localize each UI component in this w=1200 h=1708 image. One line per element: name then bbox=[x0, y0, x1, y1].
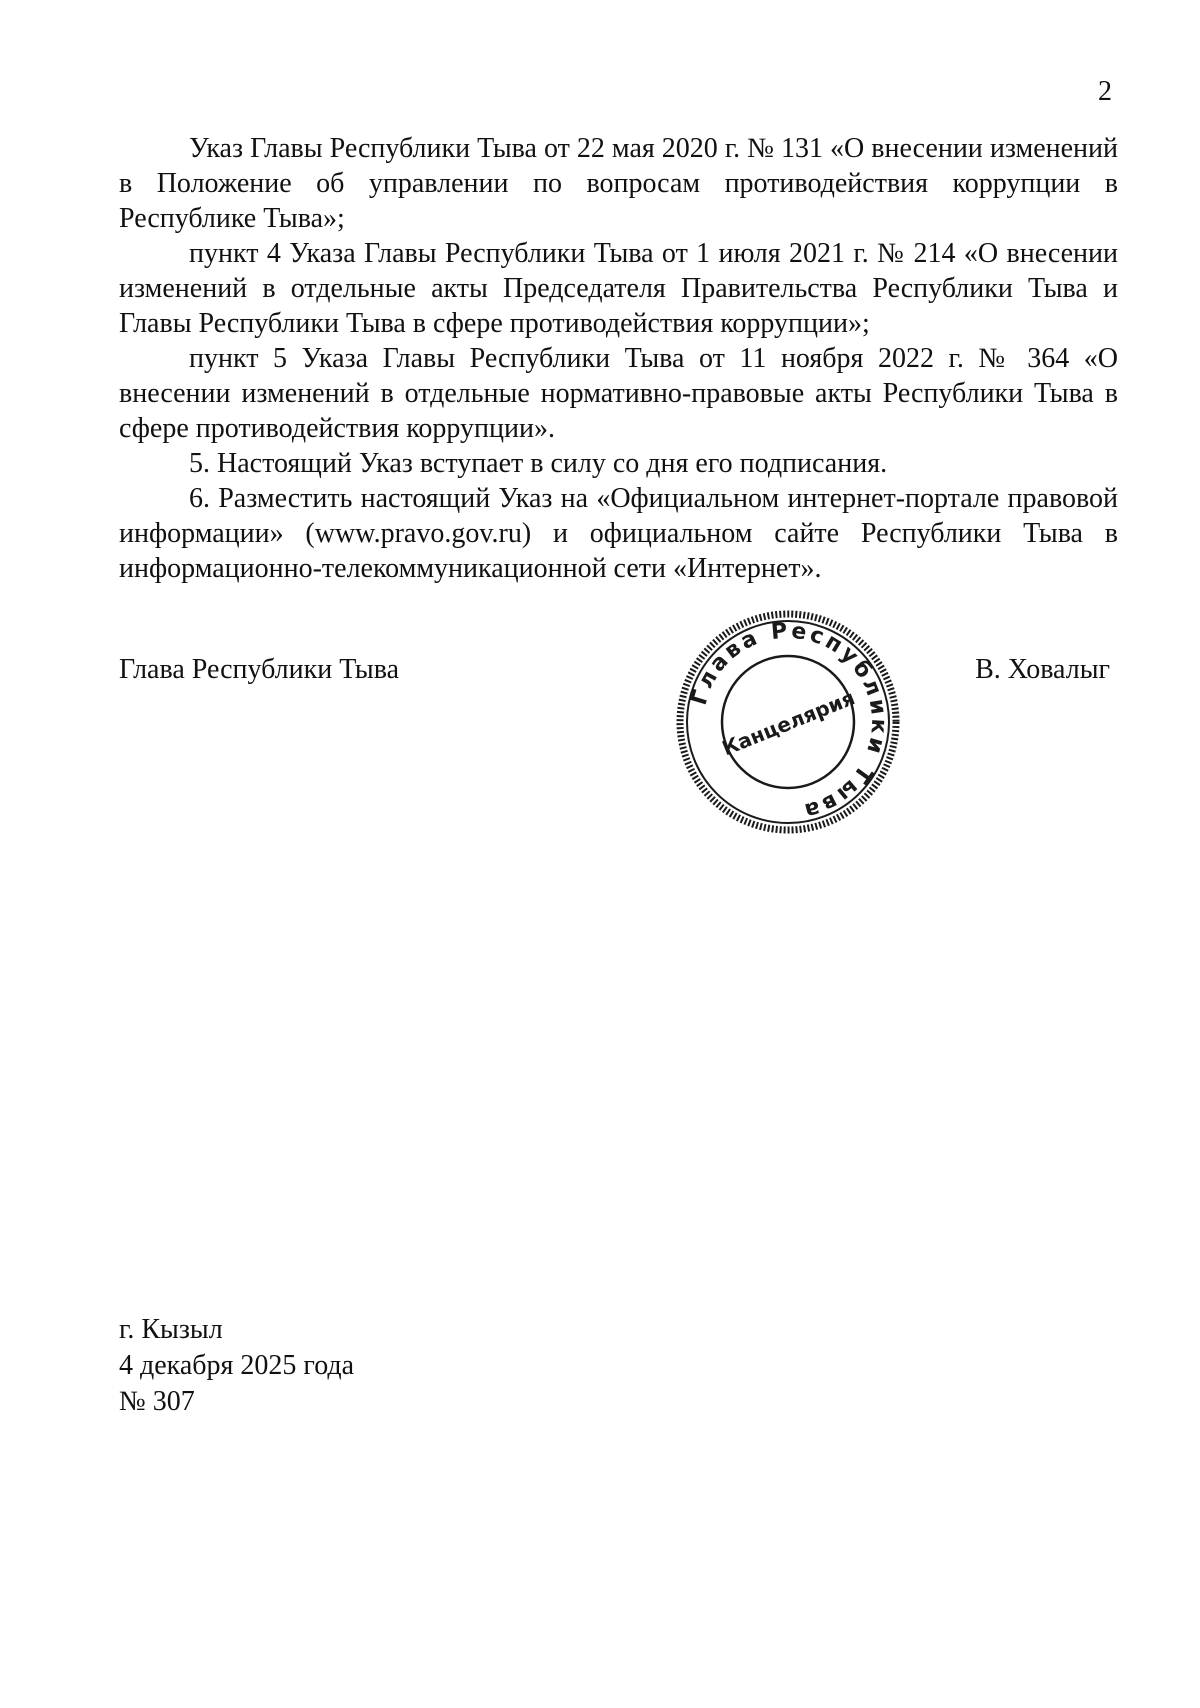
paragraph-publication: 6. Разместить настоящий Указ на «Официальном интернет-портале правовой информации» (www.pravo.gov.ru) и официальном сайте Республики Тыва в информационно-телекоммуникационной сети «Интернет». bbox=[119, 483, 1118, 584]
document-footer bbox=[119, 1312, 354, 1420]
document-body bbox=[119, 131, 1118, 586]
footer-city: г. Кызыл bbox=[119, 1314, 223, 1345]
paragraph-decree-364: пункт 5 Указа Главы Республики Тыва от 11 ноября 2022 г. № 364 «О внесении изменений в отдельные нормативно-правовые акты Республики Тыва в сфере противодействия коррупции». bbox=[119, 343, 1118, 444]
paragraph-decree-131: Указ Главы Республики Тыва от 22 мая 2020 г. № 131 «О внесении изменений в Положение об управлении по вопросам противодействия коррупции в Республике Тыва»; bbox=[119, 133, 1118, 234]
paragraph-decree-214: пункт 4 Указа Главы Республики Тыва от 1 июля 2021 г. № 214 «О внесении изменений в отдельные акты Председателя Правительства Республики Тыва и Главы Республики Тыва в сфере противодействия коррупции»; bbox=[119, 238, 1118, 339]
signature-name: В. Ховалыг bbox=[975, 654, 1110, 685]
signature-title: Глава Республики Тыва bbox=[119, 654, 400, 685]
stamp-inner-text: Канцелярия bbox=[718, 685, 859, 761]
footer-number: № 307 bbox=[119, 1386, 195, 1417]
page-number: 2 bbox=[1098, 76, 1112, 107]
stamp-seal-icon bbox=[668, 602, 908, 842]
stamp-outer-textpath: Глава Республики Тыва bbox=[686, 618, 892, 824]
paragraph-effective-date: 5. Настоящий Указ вступает в силу со дня его подписания. bbox=[189, 448, 888, 479]
footer-date: 4 декабря 2025 года bbox=[119, 1350, 355, 1381]
